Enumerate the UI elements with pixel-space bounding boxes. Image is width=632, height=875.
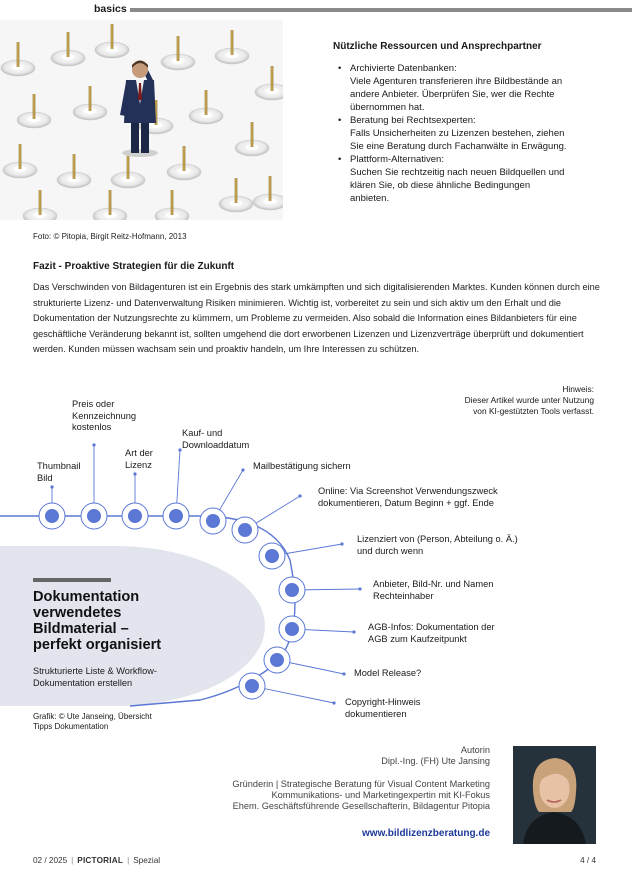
section-label: basics [94,3,127,15]
node-label-licensed-by: Lizenziert von (Person, Abteilung o. Ä.) und durch wenn [357,534,518,556]
node-label-model-release: Model Release? [354,668,422,678]
node-dot [206,514,220,528]
connector-tip [332,701,335,704]
node-dot [169,509,183,523]
thumbtack-photo [0,20,283,220]
page-number: 4 / 4 [580,856,596,865]
author-info: Autorin Dipl.-Ing. (FH) Ute Jansing Gründerin | Strategische Beratung für Visual Content Marketing Kommunikations- und Marketingexpertin mit KI-Fokus Ehem. Geschäftsführende Gesellschafterin, Bildagentur Pitopia [232,745,490,811]
node-dot [285,622,299,636]
resources-title: Nützliche Ressourcen und Ansprechpartner [333,41,542,52]
author-role: Autorin [460,745,490,755]
connector-tip [133,472,136,475]
node-label-purchase-date: Kauf- und Downloaddatum [182,428,250,450]
node-dot [265,549,279,563]
connector-tip [358,587,361,590]
connector-tip [241,468,244,471]
workflow-diagram [0,380,632,740]
connector-tip [342,672,345,675]
node-label-online-screenshot: Online: Via Screenshot Verwendungszweck dokumentieren, Datum Beginn + ggf. Ende [318,486,498,508]
list-item: • Archivierte Datenbanken: Viele Agenturen transferieren ihre Bildbestände an andere Anbieter. Überprüfen Sie, wer die Rechte übernommen hat. [338,62,628,114]
author-portrait [513,746,596,844]
node-label-price: Preis oder Kennzeichnung kostenlos [72,399,137,432]
author-website-link[interactable]: www.bildlizenzberatung.de [362,828,490,839]
node-label-license-type: Art der Lizenz [125,448,153,470]
footer-info: 02 / 2025 | PICTORIAL | Spezial [33,856,161,865]
node-dot [285,583,299,597]
fazit-paragraph: Das Verschwinden von Bildagenturen ist ein Ergebnis des stark umkämpften und sich digitalisierenden Marktes. Kunden können durch eine strukturierte Lizenz- und Datenverwaltung Risiken minimieren. Wichtig ist, vorbereitet zu sein und sich aktiv um den Erhalt und die Dokumentation der Nutzungsrechte zu kümmern, um Probleme zu vermeiden. Also sobald die Information eines Bildanbieters für eine geschäftliche Veränderung bekannt ist, sollten umgehend die dort erworbenen Lizenzen und Lizenzverträge überprüft und dokumentiert werden. Kunden müssen wachsam sein und proaktiv handeln, um Ihre Interessen zu schützen. [33,282,600,354]
connector-tip [352,630,355,633]
resources-list [338,62,628,205]
connector-tip [92,443,95,446]
node-dot [245,679,259,693]
ai-notice: Hinweis: Dieser Artikel wurde unter Nutzung von KI-gestützten Tools verfasst. [464,384,594,416]
node-label-mail-confirmation: Mailbestätigung sichern [253,461,351,471]
node-label-copyright: Copyright-Hinweis dokumentieren [345,697,421,719]
diagram-subtitle: Strukturierte Liste & Workflow- Dokumentation erstellen [33,666,157,688]
node-label-provider: Anbieter, Bild-Nr. und Namen Rechteinhaber [373,579,494,601]
connector-tip [298,494,301,497]
diagram-title: Dokumentation verwendetes Bildmaterial – perfekt organisiert [33,589,162,653]
node-dot [45,509,59,523]
node-dot [270,653,284,667]
photo-illustration [0,20,283,220]
node-label-agb: AGB-Infos: Dokumentation der AGB zum Kaufzeitpunkt [368,622,495,644]
connector-tip [50,485,53,488]
author-name: Dipl.-Ing. (FH) Ute Jansing [381,756,490,766]
node-dot [87,509,101,523]
node-dot [128,509,142,523]
graphic-caption: Grafik: © Ute Janseing, Übersicht Tipps Dokumentation [33,712,152,731]
fazit-heading: Fazit - Proaktive Strategien für die Zukunft [33,261,235,272]
connector-tip [340,542,343,545]
brand-logo: PICTORIAL [77,856,124,865]
photo-caption: Foto: © Pitopia, Birgit Reitz-Hofmann, 2013 [33,232,187,241]
header-rule [130,8,632,12]
node-label-thumbnail: Thumbnail Bild [37,461,81,483]
node-dot [238,523,252,537]
list-item: • Beratung bei Rechtsexperten: Falls Unsicherheiten zu Lizenzen bestehen, ziehen Sie eine Beratung durch Fachanwälte in Erwägung. [338,114,628,153]
list-item: • Plattform-Alternativen: Suchen Sie rechtzeitig nach neuen Bildquellen und klären Sie, ob diese ähnliche Bedingungen anbieten. [338,153,628,205]
